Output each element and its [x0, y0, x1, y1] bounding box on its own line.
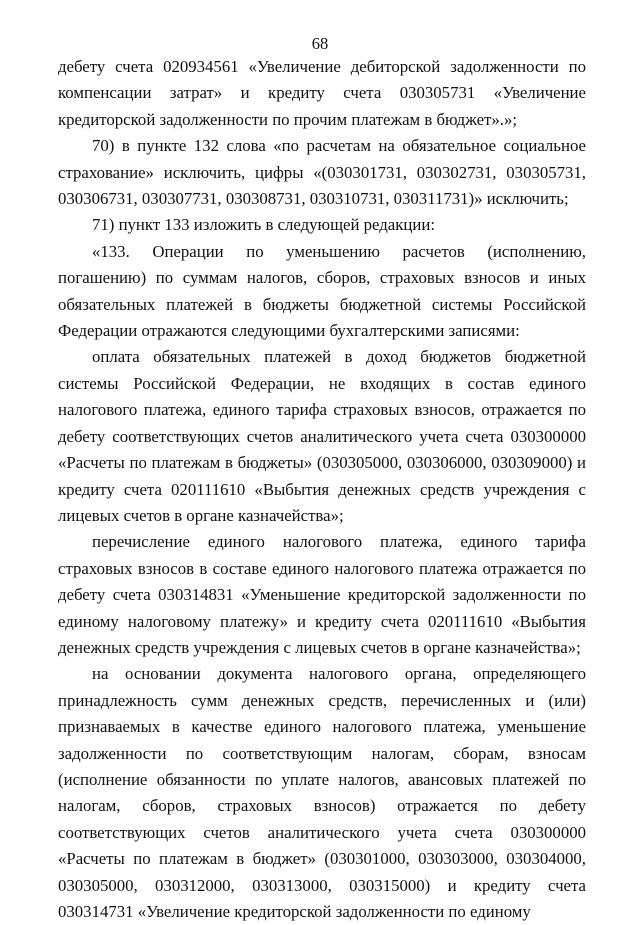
paragraph-item-71: 71) пункт 133 изложить в следующей редакции: [92, 215, 435, 235]
paragraph-tax-authority-entry: на основании документа налогового органа, определяющего принадлежность сумм денежных средств, перечисленных и (или) признаваемых в качестве единого налогового платежа, уменьшение задолженности по соответствующим налогам, сборам, взносам (исполнение обязанности по уплате налогов, авансовых платежей по налогам, сборов, страховых взносов) отражается по дебету соответствующих счетов аналитического учета счета 030300000 «Расчеты по платежам в бюджет» (030301000, 030303000, 030304000, 030305000, 030312000, 030313000, 030315000) и кредиту счета 030314731 «Увеличение кредиторской задолженности по единому [58, 664, 586, 921]
paragraph-transfer-entry: перечисление единого налогового платежа, единого тарифа страховых взносов в составе единого налогового платежа отражается по дебету счета 030314831 «Уменьшение кредиторской задолженности по единому налоговому платежу» и кредиту счета 020111610 «Выбытия денежных средств учреждения с лицевых счетов в органе казначейства»; [58, 532, 586, 657]
paragraph-continuation: дебету счета 020934561 «Увеличение дебиторской задолженности по компенсации затрат» и кредиту счета 030305731 «Увеличение кредиторской задолженности по прочим платежам в бюджет».»; [58, 57, 586, 129]
document-body [58, 54, 586, 925]
paragraph-clause-133: «133. Операции по уменьшению расчетов (исполнению, погашению) по суммам налогов, сборов, страховых взносов и иных обязательных платежей в бюджеты бюджетной системы Российской Федерации отражаются следующими бухгалтерскими записями: [58, 241, 586, 341]
page-number: 68 [311, 34, 329, 53]
paragraph-item-70: 70) в пункте 132 слова «по расчетам на обязательное социальное страхование» исключить, цифры «(030301731, 030302731, 030305731, 030306731, 030307731, 030308731, 030310731, 030311731)» исключить; [58, 136, 586, 209]
paragraph-payment-entry: оплата обязательных платежей в доход бюджетов бюджетной системы Российской Федерации, не входящих в состав единого налогового платежа, единого тарифа страховых взносов, отражается по дебету соответствующих счетов аналитического учета счета 030300000 «Расчеты по платежам в бюджеты» (030305000, 030306000, 030309000) и кредиту счета 020111610 «Выбытия денежных средств учреждения с лицевых счетов в органе казначейства»; [58, 347, 586, 525]
